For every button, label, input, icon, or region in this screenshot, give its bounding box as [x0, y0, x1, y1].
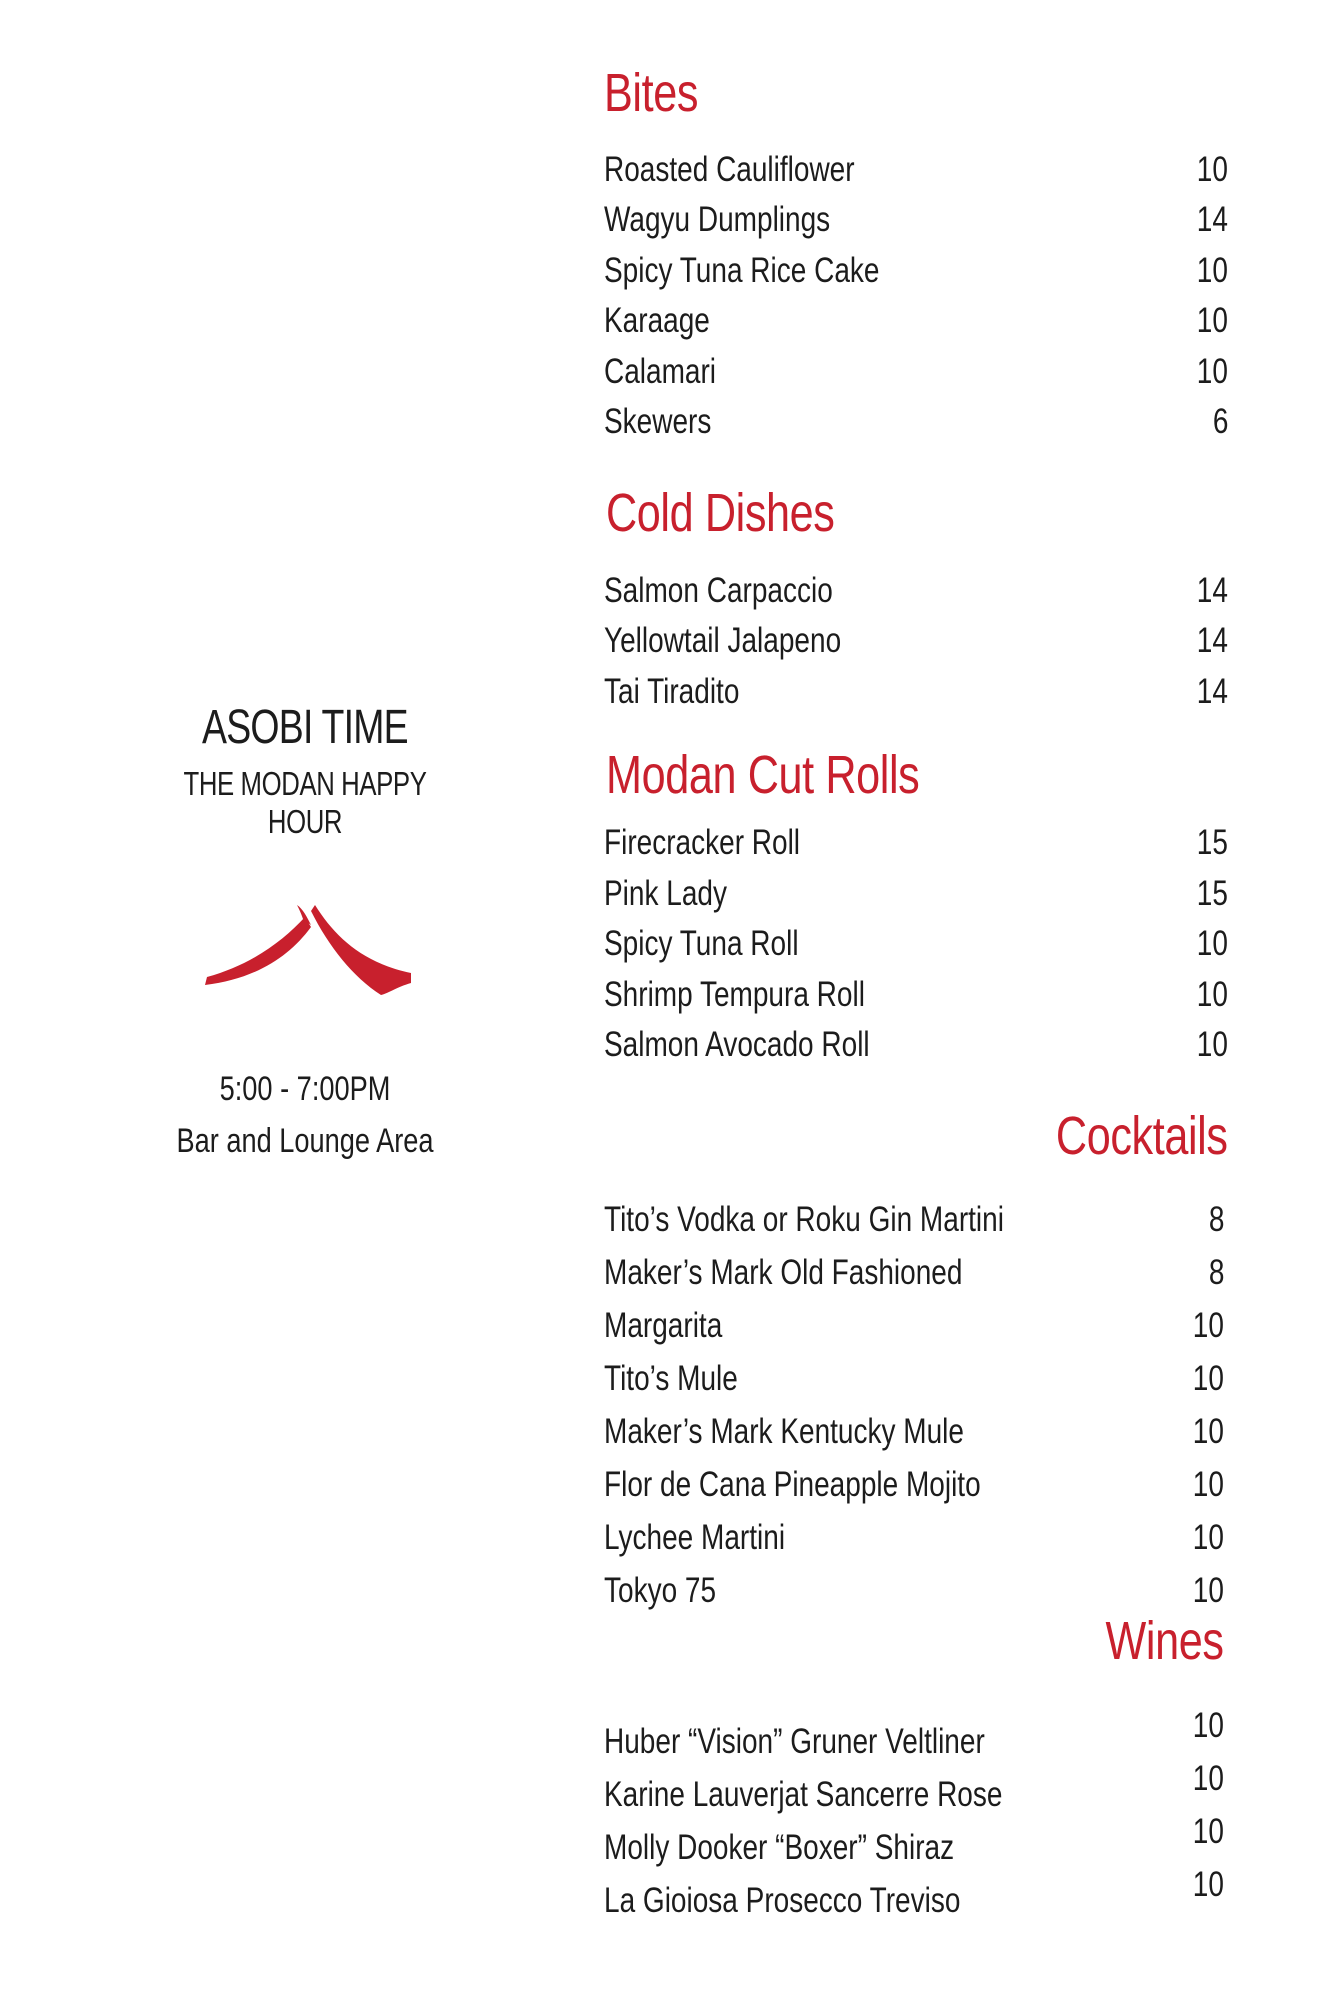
menu-item: Flor de Cana Pineapple Mojito 10	[604, 1465, 1224, 1504]
menu-item: Wagyu Dumplings 14	[604, 200, 1228, 239]
menu-item: La Gioiosa Prosecco Treviso 10	[604, 1865, 1224, 1920]
brand-subtitle: THE MODAN HAPPY HOUR	[183, 765, 427, 840]
menu-item: Margarita 10	[604, 1306, 1224, 1345]
menu-item: Roasted Cauliflower 10	[604, 150, 1228, 189]
menu-item: Karine Lauverjat Sancerre Rose 10	[604, 1759, 1224, 1814]
hours-location: Bar and Lounge Area	[176, 1122, 434, 1160]
menu-item: Tokyo 75 10	[604, 1571, 1224, 1610]
roof-logo-icon	[120, 897, 490, 997]
menu-item: Tai Tiradito 14	[604, 672, 1228, 711]
menu-item: Spicy Tuna Roll 10	[604, 924, 1228, 963]
menu-item: Calamari 10	[604, 352, 1228, 391]
menu-item: Yellowtail Jalapeno 14	[604, 621, 1228, 660]
menu-item: Karaage 10	[604, 301, 1228, 340]
menu-item: Salmon Avocado Roll 10	[604, 1025, 1228, 1064]
menu-item: Pink Lady 15	[604, 874, 1228, 913]
section-title-wines: Wines	[1105, 1611, 1224, 1671]
hours-time: 5:00 - 7:00PM	[219, 1070, 391, 1108]
menu-item: Spicy Tuna Rice Cake 10	[604, 251, 1228, 290]
section-title-modan-cut-rolls: Modan Cut Rolls	[606, 745, 920, 805]
menu-item: Tito’s Vodka or Roku Gin Martini 8	[604, 1200, 1224, 1239]
menu-item: Lychee Martini 10	[604, 1518, 1224, 1557]
hours-block	[120, 1063, 490, 1167]
menu-item: Skewers 6	[604, 402, 1228, 441]
menu-item: Salmon Carpaccio 14	[604, 571, 1228, 610]
menu-item: Maker’s Mark Old Fashioned 8	[604, 1253, 1224, 1292]
menu-item: Maker’s Mark Kentucky Mule 10	[604, 1412, 1224, 1451]
menu-item: Huber “Vision” Gruner Veltliner 10	[604, 1706, 1224, 1761]
menu-item: Tito’s Mule 10	[604, 1359, 1224, 1398]
section-title-bites: Bites	[604, 63, 699, 123]
section-title-cocktails: Cocktails	[1056, 1106, 1228, 1166]
menu-item: Molly Dooker “Boxer” Shiraz 10	[604, 1812, 1224, 1867]
brand-title: ASOBI TIME	[202, 701, 408, 754]
menu-item: Firecracker Roll 15	[604, 823, 1228, 862]
menu-item: Shrimp Tempura Roll 10	[604, 975, 1228, 1014]
brand-panel	[120, 700, 490, 1167]
section-title-cold-dishes: Cold Dishes	[606, 483, 835, 543]
